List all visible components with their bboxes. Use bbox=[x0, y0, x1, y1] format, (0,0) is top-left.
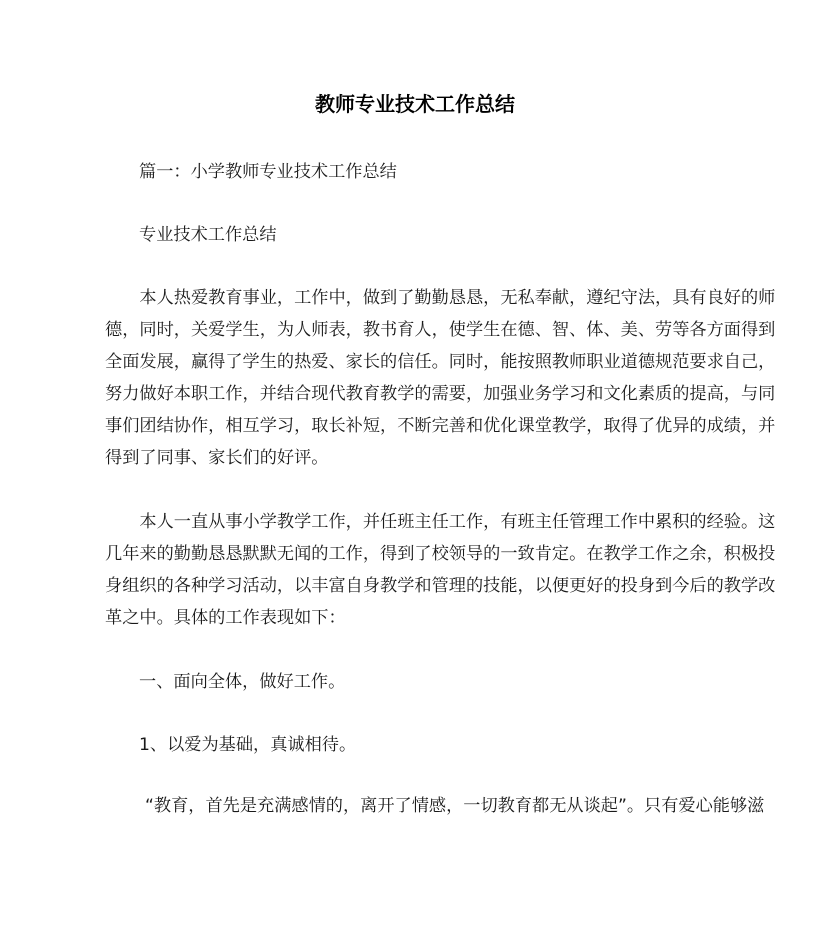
document-title: 教师专业技术工作总结 bbox=[315, 92, 515, 116]
paragraph-line: 身组织的各种学习活动，以丰富自身教学和管理的技能，以便更好的投身到今后的教学改 bbox=[105, 576, 776, 596]
paragraph-line: 本人一直从事小学教学工作，并任班主任工作，有班主任管理工作中累积的经验。这 bbox=[105, 512, 776, 532]
section-heading-text: 篇一：小学教师专业技术工作总结 bbox=[139, 162, 397, 182]
paragraph-2 bbox=[105, 506, 776, 634]
sub-heading-text: 专业技术工作总结 bbox=[139, 225, 277, 245]
point-1-subheading bbox=[105, 729, 727, 761]
point-subheading-text: 1、以爱为基础，真诚相待。 bbox=[139, 735, 357, 755]
paragraph-line: 全面发展，赢得了学生的热爱、家长的信任。同时，能按照教师职业道德规范要求自己， bbox=[105, 352, 776, 372]
paragraph-line: 革之中。具体的工作表现如下： bbox=[105, 608, 346, 628]
point-heading-text: 一、面向全体，做好工作。 bbox=[139, 672, 346, 692]
paragraph-line: 几年来的勤勤恳恳默默无闻的工作，得到了校领导的一致肯定。在教学工作之余，积极投 bbox=[105, 544, 776, 564]
paragraph-line: 本人热爱教育事业，工作中，做到了勤勤恳恳，无私奉献，遵纪守法，具有良好的师 bbox=[105, 288, 776, 308]
sub-heading bbox=[105, 219, 727, 251]
paragraph-1 bbox=[105, 282, 776, 474]
paragraph-line: 德，同时，关爱学生，为人师表，教书育人，使学生在德、智、体、美、劳等各方面得到 bbox=[105, 320, 776, 340]
paragraph-line: 事们团结协作，相互学习，取长补短，不断完善和优化课堂教学，取得了优异的成绩，并 bbox=[105, 416, 776, 436]
point-1-heading bbox=[105, 666, 727, 698]
quote-line: “教育，首先是充满感情的，离开了情感，一切教育都无从谈起”。只有爱心能够滋 bbox=[145, 796, 765, 816]
quote-paragraph bbox=[105, 790, 765, 822]
section-heading bbox=[105, 156, 727, 188]
paragraph-line: 努力做好本职工作，并结合现代教育教学的需要，加强业务学习和文化素质的提高，与同 bbox=[105, 384, 776, 404]
paragraph-line: 得到了同事、家长们的好评。 bbox=[105, 448, 329, 468]
